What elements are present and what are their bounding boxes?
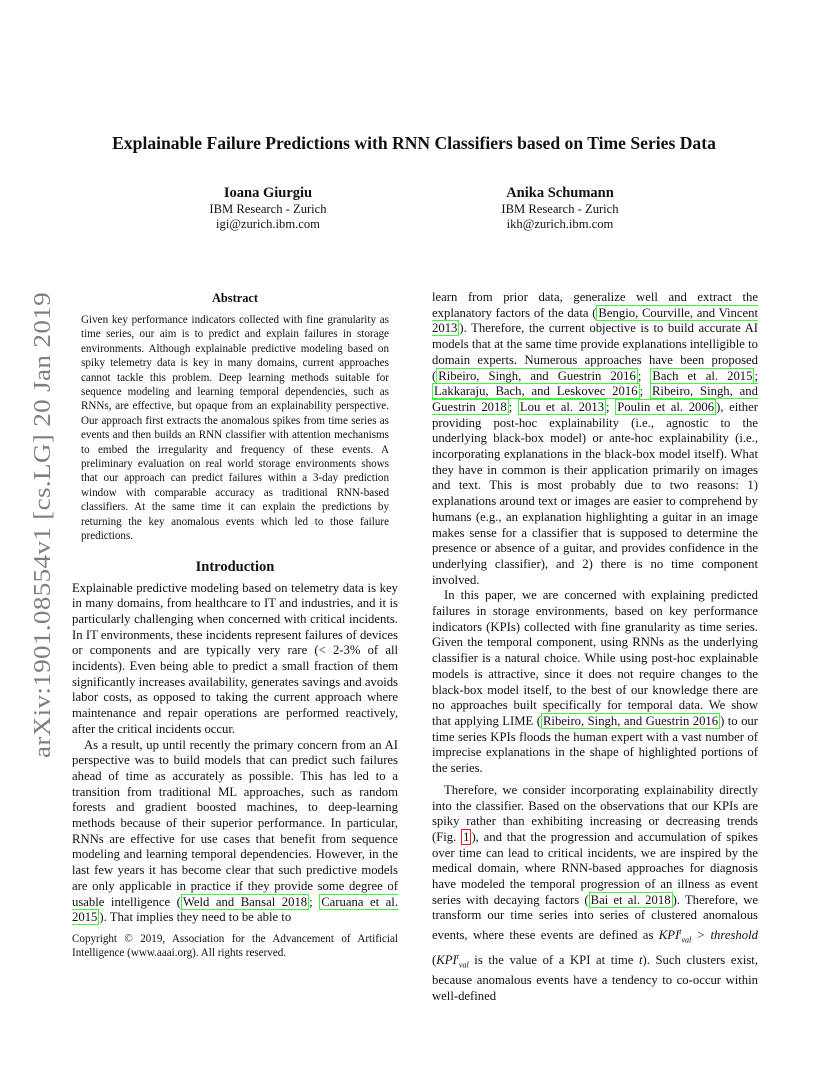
citation-link[interactable]: Lakkaraju, Bach, and Leskovec 2016 — [434, 384, 638, 399]
citation-link[interactable]: Lou et al. 2013 — [519, 399, 605, 414]
arxiv-stamp-svg — [22, 290, 56, 760]
text-run: As a result, up until recently the primary concern from an AI perspective was to build models that can predict such failures ahead of time as accurately as possible. This has led to a transition from traditional ML approaches, such as random forests and gradient boosted machines, to deep-learning methods because of their superior performance. In particular, RNNs are effective for use cases that benefit from sequence modeling and learning temporal dependencies. However, in the last few years it has become clear that such predictive models are only applicable in practice if they provide some degree of usable intelligence ( — [72, 737, 398, 909]
math-expression — [658, 927, 758, 945]
math-symbol: KPI — [436, 952, 457, 967]
citation-link[interactable]: Ribeiro, Singh, and Guestrin 2016 — [542, 713, 719, 728]
intro-paragraph-1: Explainable predictive modeling based on telemetry data is key in many domains, from healthcare to IT and industries, and it is particularly challenging when concerned with critical incidents. In IT environments, these incidents represent failures of devices or components and are typically very rare (< 2-3% of all incidents). Even being able to predict a small fraction of them significantly increases availability, generates savings and avoids labor costs, as opposed to taking the current approach where maintenance and repair operations are performed reactively, after the critical incidents occur. — [72, 580, 398, 736]
text-run: ; — [639, 384, 650, 399]
author-affiliation: IBM Research - Zurich — [209, 202, 327, 216]
figure-reference-link[interactable]: 1 — [463, 829, 470, 844]
text-run: ( — [432, 952, 437, 967]
text-run: Therefore, we consider incorporating explainability directly into the classifier. Based on the observations that our KPIs are spiky rather than exhibiting increasing or decreasing trends (Fig. — [432, 782, 758, 844]
text-run: ; — [637, 368, 651, 383]
text-run: ), either providing post-hoc explainability (i.e., agnostic to the underlying black-box model) or ante-hoc explainability (i.e., incorporating explanations in the black-box model itself). What they have in common is their application primarily on images and text. This is most probably due to two reasons: 1) explanations around text or images are easier to comprehend by humans (e.g., an explanation highlighting a guitar in an image makes sense for a classifier that is supposed to determine the presence or absence of a guitar, and provides confidence in the underlying classifier), and 2) there is no time component involved. — [432, 399, 758, 587]
author-email: ikh@zurich.ibm.com — [506, 217, 614, 231]
text-run: ). Such clusters exist, because anomalous events have a tendency to co-occur within well-defined — [432, 952, 758, 1003]
citation-link[interactable]: Bach et al. 2015 — [652, 368, 753, 383]
copyright-notice: Copyright © 2019, Association for the Advancement of Artificial Intelligence (www.aaai.org). All rights reserved. — [72, 933, 398, 959]
introduction-heading: Introduction — [195, 558, 275, 575]
citation-link[interactable]: Caruana et al. 2015 — [72, 894, 399, 925]
text-run: is the value of a KPI at time — [468, 952, 639, 967]
math-symbol: > threshold — [691, 928, 758, 943]
math-subscript: val — [681, 935, 692, 945]
author-email: igi@zurich.ibm.com — [216, 217, 320, 231]
paper-title: Explainable Failure Predictions with RNN Classifiers based on Time Series Data — [112, 133, 716, 153]
text-run: ; — [508, 399, 518, 414]
abstract-heading: Abstract — [211, 291, 259, 305]
text-run: learn from prior data, generalize well and extract the explanatory factors of the data ( — [432, 290, 758, 320]
text-run: In this paper, we are concerned with explaining predicted failures in storage environments, based on key performance indicators (KPIs) collected with fine granularity as time series. Given the temporal component, using RNNs as the underlying classifier is a natural choice. While using post-hoc explainable models is attractive, since it does not require changes to the black-box model itself, to the best of our knowledge there are no approaches built specifically for temporal data. We show that applying LIME ( — [432, 588, 758, 728]
author-name: Anika Schumann — [506, 185, 614, 201]
text-run: ), and that the progression and accumulation of spikes over time can lead to critical incidents, we are inspired by the medical domain, where RNN-based approaches for diagnosis have modeled the temporal progression of an illness as event series with decaying factors ( — [432, 829, 758, 907]
text-run: ). Therefore, we transform our time series into series of clustered anomalous events, where these events are defined as — [432, 892, 759, 943]
citation-link[interactable]: Ribeiro, Singh, and Guestrin 2018 — [432, 384, 758, 414]
text-run: ; — [309, 894, 320, 909]
text-run: ; — [606, 399, 616, 414]
arxiv-stamp — [22, 290, 56, 760]
text-run: ; — [754, 368, 759, 383]
author-affiliation: IBM Research - Zurich — [501, 202, 619, 216]
math-superscript: t — [456, 951, 459, 961]
right-column — [432, 290, 758, 1004]
intro-paragraph-2-continued — [432, 290, 758, 588]
author-block-2 — [450, 184, 670, 232]
math-expression — [436, 951, 469, 970]
left-column — [72, 290, 398, 926]
intro-paragraph-3 — [432, 588, 758, 776]
citation-link[interactable]: Weld and Bansal 2018 — [182, 894, 308, 909]
author-name: Ioana Giurgiu — [223, 185, 313, 201]
citation-link[interactable]: Bengio, Courville, and Vincent 2013 — [432, 305, 758, 336]
author-block-1 — [158, 184, 378, 232]
abstract-text: Given key performance indicators collected with fine granularity as time series, our aim is to predict and explain failures in storage environments. Although explainable predictive modeling based on spiky telemetry data is key in many domains, current approaches cannot tackle this problem. Deep learning methods suitable for sequence modeling and learning temporal dependencies, such as RNNs, are effective, but opaque from an explainability perspective. Our approach first extracts the anomalous spikes from time series as events and then builds an RNN classifier with attention mechanisms to embed the irregularity and frequency of these events. A preliminary evaluation on real world storage environments shows that our approach can predict failures within a 3-day prediction window with comparable accuracy as traditional RNN-based classifiers. At the same time it can explain the predictions by returning the key anomalous events which led to those failure predictions. — [81, 314, 389, 543]
citation-link[interactable]: Poulin et al. 2006 — [617, 399, 715, 414]
citation-link[interactable]: Ribeiro, Singh, and Guestrin 2016 — [438, 368, 636, 383]
text-run: ). That implies they need to be able to — [99, 910, 292, 925]
math-subscript: val — [458, 960, 469, 970]
text-run: ) to our time series KPIs floods the human expert with a vast number of imprecise explanations in the shape of highlighted portions of the series. — [432, 713, 758, 776]
citation-link[interactable]: Bai et al. 2018 — [590, 892, 671, 907]
math-superscript: t — [679, 927, 682, 937]
math-symbol: t — [638, 952, 643, 967]
text-run: ). Therefore, the current objective is to build accurate AI models that at the same time provide explanations intelligible to domain experts. Numerous approaches have been proposed ( — [432, 321, 758, 383]
math-symbol: KPI — [658, 928, 680, 943]
intro-paragraph-2 — [72, 738, 398, 926]
arxiv-identifier: arXiv:1901.08554v1 [cs.LG] 20 Jan 2019 — [30, 345, 56, 758]
intro-paragraph-4 — [432, 783, 758, 1005]
